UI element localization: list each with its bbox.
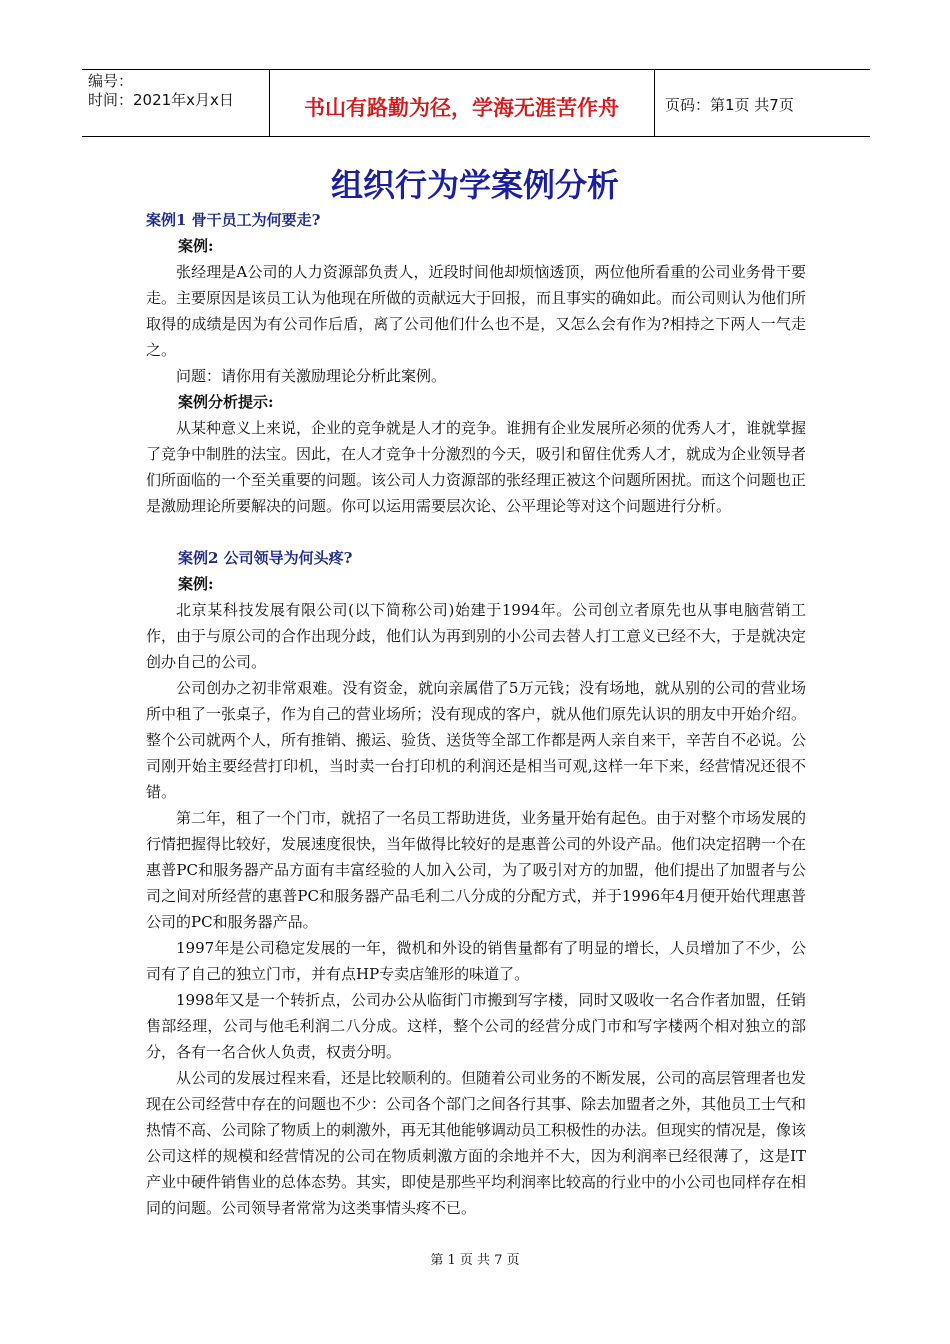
case1-hint-label: 案例分析提示: [178, 393, 274, 411]
date-label: 时间：2021年x月x日 [88, 91, 234, 109]
case1-hint: 从某种意义上来说，企业的竞争就是人才的竞争。谁拥有企业发展所必须的优秀人才，谁就掌握了竞争中制胜的法宝。因此，在人才竞争十分激烈的今天，吸引和留住优秀人才，就成为企业领导者们所面临的一个至关重要的问题。该公司人力资源部的张经理正被这个问题所困扰。而这个问题也正是激励理论所要解决的问题。你可以运用需要层次论、公平理论等对这个问题进行分析。 [146, 419, 807, 515]
header-divider [654, 70, 655, 136]
case2-paragraph: 1998年又是一个转折点，公司办公从临街门市搬到写字楼，同时又吸收一名合作者加盟，任销售部经理，公司与他毛利润二八分成。这样，整个公司的经营分成门市和写字楼两个相对独立的部分，各有一名合伙人负责，权责分明。 [146, 991, 806, 1061]
case1-title: 案例1 骨干员工为何要走? [146, 211, 321, 229]
header-left-cell [88, 72, 268, 110]
number-label: 编号： [88, 72, 134, 90]
document-title: 组织行为学案例分析 [330, 166, 619, 204]
header-motto: 书山有路勤为径，学海无涯苦作舟 [304, 96, 619, 120]
document-body [146, 207, 806, 1221]
case2-paragraph: 第二年，租了一个门市，就招了一名员工帮助进货，业务量开始有起色。由于对整个市场发展的行情把握得比较好，发展速度很快，当年做得比较好的是惠普公司的外设产品。他们决定招聘一个在惠普PC和服务器产品方面有丰富经验的人加入公司，为了吸引对方的加盟，他们提出了加盟者与公司之间对所经营的惠普PC和服务器产品毛利二八分成的分配方式，并于1996年4月便开始代理惠普公司的PC和服务器产品。 [146, 809, 807, 931]
case2-paragraph: 北京某科技发展有限公司(以下简称公司)始建于1994年。公司创立者原先也从事电脑营销工作，由于与原公司的合作出现分歧，他们认为再到别的小公司去替人打工意义已经不大，于是就决定创办自己的公司。 [146, 601, 807, 671]
header-page-info: 页码：第1页 共7页 [665, 96, 794, 114]
case2-paragraph: 从公司的发展过程来看，还是比较顺利的。但随着公司业务的不断发展，公司的高层管理者也发现在公司经营中存在的问题也不少：公司各个部门之间各行其事、除去加盟者之外，其他员工士气和热情不高、公司除了物质上的刺激外，再无其他能够调动员工积极性的办法。但现实的情况是，像该公司这样的规模和经营情况的公司在物质刺激方面的余地并不大，因为利润率已经很薄了，这是IT产业中硬件销售业的总体态势。其实，即使是那些平均利润率比较高的行业中的小公司也同样存在相同的问题。公司领导者常常为这类事情头疼不已。 [146, 1069, 807, 1217]
case2-paragraph: 1997年是公司稳定发展的一年，微机和外设的销售量都有了明显的增长，人员增加了不少，公司有了自己的独立门市，并有点HP专卖店雏形的味道了。 [146, 939, 806, 983]
case2-title: 案例2 公司领导为何头疼? [178, 549, 353, 567]
case1-question: 问题：请你用有关激励理论分析此案例。 [176, 367, 447, 385]
case1-case-label: 案例: [178, 237, 214, 255]
case1-paragraph: 张经理是A公司的人力资源部负责人，近段时间他却烦恼透顶，两位他所看重的公司业务骨干要走。主要原因是该员工认为他现在所做的贡献远大于回报，而且事实的确如此。而公司则认为他们所取得的成绩是因为有公司作后盾，离了公司他们什么也不是，又怎么会有作为?相持之下两人一气走之。 [146, 263, 807, 359]
case2-paragraph: 公司创办之初非常艰难。没有资金，就向亲属借了5万元钱；没有场地，就从别的公司的营业场所中租了一张桌子，作为自己的营业场所；没有现成的客户，就从他们原先认识的朋友中开始介绍。整个公司就两个人，所有推销、搬运、验货、送货等全部工作都是两人亲自来干，辛苦自不必说。公司刚开始主要经营打印机，当时卖一台打印机的利润还是相当可观,这样一年下来，经营情况还很不错。 [146, 679, 807, 801]
case2-case-label: 案例: [178, 575, 214, 593]
header-table [82, 69, 870, 137]
page-footer: 第 1 页 共 7 页 [430, 1253, 520, 1268]
